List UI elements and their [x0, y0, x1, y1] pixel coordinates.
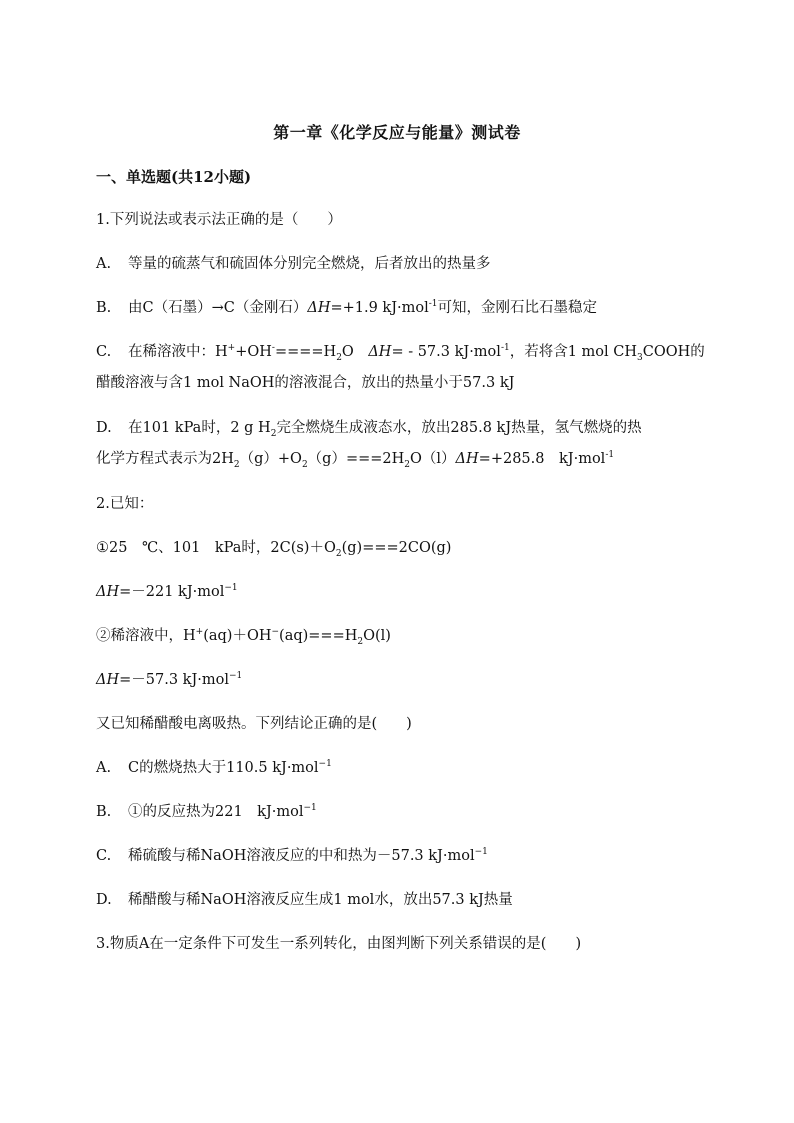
option-letter: A. — [96, 760, 112, 776]
option-text: 由C（石墨）→C（金刚石） — [128, 300, 308, 316]
superscript: −1 — [229, 671, 243, 682]
superscript: -1 — [605, 450, 615, 461]
question-2-equation-1 — [96, 538, 451, 558]
subscript: 2 — [404, 459, 411, 470]
subscript: 3 — [637, 352, 643, 363]
equation-text: =－221 kJ·mol — [119, 584, 225, 600]
option-text: =+1.9 kJ·mol — [330, 300, 429, 316]
equation-text: (aq)===H — [279, 628, 358, 644]
question-1-option-c-continued: 醋酸溶液与含1 mol NaOH的溶液混合，放出的热量小于57.3 kJ — [96, 375, 515, 391]
question-1-option-d — [96, 418, 642, 438]
superscript: −1 — [474, 847, 488, 858]
question-1-option-a — [96, 254, 491, 274]
superscript: + — [195, 627, 204, 638]
question-1-stem: 1.下列说法或表示法正确的是（ ） — [96, 212, 342, 228]
option-text: 等量的硫蒸气和硫固体分别完全燃烧，后者放出的热量多 — [128, 256, 491, 272]
option-letter: B. — [96, 804, 112, 820]
equation-text: O(l) — [363, 628, 391, 644]
enthalpy-symbol: ΔH — [96, 584, 120, 600]
option-text: = - 57.3 kJ·mol — [391, 344, 501, 360]
question-2-enthalpy-2 — [96, 670, 242, 690]
subscript: 2 — [335, 548, 342, 559]
superscript: -1 — [500, 343, 510, 354]
option-text: 可知，金刚石比石墨稳定 — [437, 300, 598, 316]
option-text: 完全燃烧生成液态水，放出285.8 kJ热量，氢气燃烧的热 — [276, 420, 642, 436]
option-text: O — [341, 344, 369, 360]
subscript: 2 — [301, 459, 308, 470]
subscript: 2 — [336, 352, 342, 363]
question-1-option-c — [96, 342, 705, 362]
option-text: 稀醋酸与稀NaOH溶液反应生成1 mol水，放出57.3 kJ热量 — [128, 892, 513, 908]
option-text: 化学方程式表示为2H — [96, 451, 234, 467]
superscript: −1 — [303, 803, 317, 814]
enthalpy-symbol: ΔH — [368, 344, 392, 360]
question-2-option-d — [96, 890, 513, 910]
option-text: ①的反应热为221 kJ·mol — [128, 804, 304, 820]
equation-text: ②稀溶液中，H — [96, 628, 196, 644]
question-2-stem: 2.已知： — [96, 496, 154, 512]
superscript: - — [271, 343, 275, 354]
superscript: − — [271, 627, 280, 638]
option-letter: D. — [96, 892, 112, 908]
option-text: +OH — [235, 344, 272, 360]
equation-text: (g)===2CO(g) — [341, 540, 452, 556]
section-heading: 一、单选题(共12小题) — [96, 168, 252, 186]
option-text: （g）===2H — [307, 451, 405, 467]
superscript: −1 — [224, 583, 238, 594]
question-2-equation-2 — [96, 626, 391, 646]
enthalpy-symbol: ΔH — [96, 672, 120, 688]
question-2-option-b — [96, 802, 317, 822]
subscript: 2 — [233, 459, 240, 470]
question-2-option-a — [96, 758, 332, 778]
question-3-stem: 3.物质A在一定条件下可发生一系列转化，由图判断下列关系错误的是( ) — [96, 936, 582, 952]
subscript: 2 — [357, 636, 364, 647]
option-letter: D. — [96, 420, 112, 436]
question-2-enthalpy-1 — [96, 582, 238, 602]
option-text: O（l） — [410, 451, 456, 467]
option-letter: B. — [96, 300, 112, 316]
question-1-option-d-continued — [96, 449, 614, 469]
page-title: 第一章《化学反应与能量》测试卷 — [273, 123, 521, 142]
option-text: （g）+O — [239, 451, 302, 467]
option-text: =+285.8 kJ·mol — [478, 451, 606, 467]
superscript: + — [227, 343, 236, 354]
equation-text: (aq)＋OH — [203, 628, 272, 644]
question-2-note: 又已知稀醋酸电离吸热。下列结论正确的是( ) — [96, 716, 412, 732]
option-letter: A. — [96, 256, 112, 272]
option-text: 稀硫酸与稀NaOH溶液反应的中和热为－57.3 kJ·mol — [128, 848, 475, 864]
enthalpy-symbol: ΔH — [455, 451, 479, 467]
option-text: 在稀溶液中：H — [128, 344, 228, 360]
option-text: 在101 kPa时，2 g H — [128, 420, 271, 436]
option-letter: C. — [96, 344, 112, 360]
superscript: -1 — [428, 299, 438, 310]
equation-text: ①25 ℃、101 kPa时，2C(s)＋O — [96, 540, 336, 556]
enthalpy-symbol: ΔH — [307, 300, 331, 316]
option-letter: C. — [96, 848, 112, 864]
equation-text: =－57.3 kJ·mol — [119, 672, 229, 688]
option-text: C的燃烧热大于110.5 kJ·mol — [128, 760, 319, 776]
question-1-option-b — [96, 298, 597, 318]
superscript: −1 — [318, 759, 332, 770]
option-text: ====H — [274, 344, 337, 360]
subscript: 2 — [270, 428, 277, 439]
option-text: ，若将含1 mol CH — [509, 344, 638, 360]
option-text: COOH的 — [642, 344, 705, 360]
question-2-option-c — [96, 846, 488, 866]
